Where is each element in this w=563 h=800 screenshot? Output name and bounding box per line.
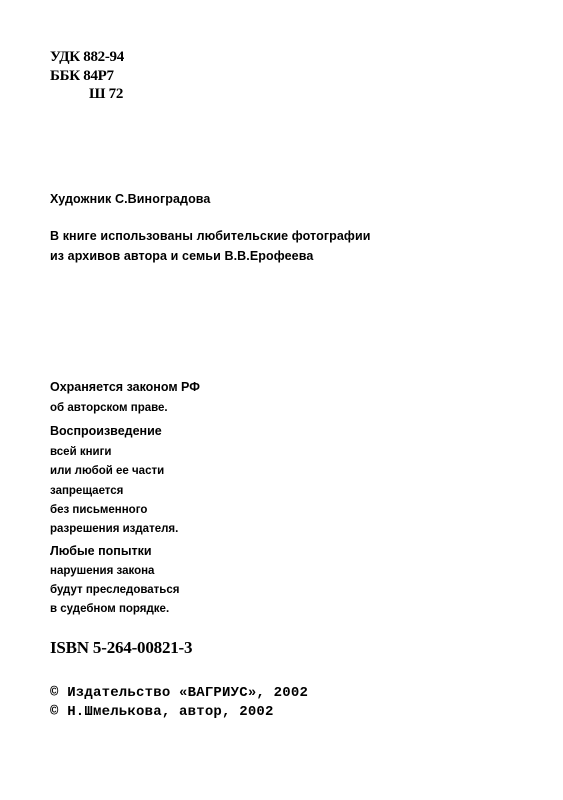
author-mark: Ш 72 bbox=[89, 86, 124, 102]
legal-line: будут преследоваться bbox=[50, 584, 180, 596]
legal-line: или любой ее части bbox=[50, 465, 165, 477]
legal-line: нарушения закона bbox=[50, 565, 155, 577]
legal-line: запрещается bbox=[50, 485, 124, 497]
publisher-copyright: © Издательство «ВАГРИУС», 2002 bbox=[50, 685, 309, 701]
artist-credit: Художник С.Виноградова bbox=[50, 192, 211, 206]
photos-credit-line-2: из архивов автора и семьи В.В.Ерофеева bbox=[50, 249, 314, 263]
legal-line: разрешения издателя. bbox=[50, 523, 179, 535]
legal-line: без письменного bbox=[50, 504, 148, 516]
legal-line: об авторском праве. bbox=[50, 402, 168, 414]
author-copyright: © Н.Шмелькова, автор, 2002 bbox=[50, 704, 274, 720]
isbn-number: ISBN 5-264-00821-3 bbox=[50, 638, 193, 657]
bbk-code: ББК 84Р7 bbox=[50, 68, 114, 84]
legal-line: Воспроизведение bbox=[50, 424, 162, 438]
photos-credit-line-1: В книге использованы любительские фотографии bbox=[50, 229, 371, 243]
legal-line: Любые попытки bbox=[50, 544, 152, 558]
legal-line: в судебном порядке. bbox=[50, 603, 170, 615]
legal-line: Охраняется законом РФ bbox=[50, 380, 200, 394]
legal-line: всей книги bbox=[50, 446, 112, 458]
udk-code: УДК 882-94 bbox=[50, 49, 124, 65]
